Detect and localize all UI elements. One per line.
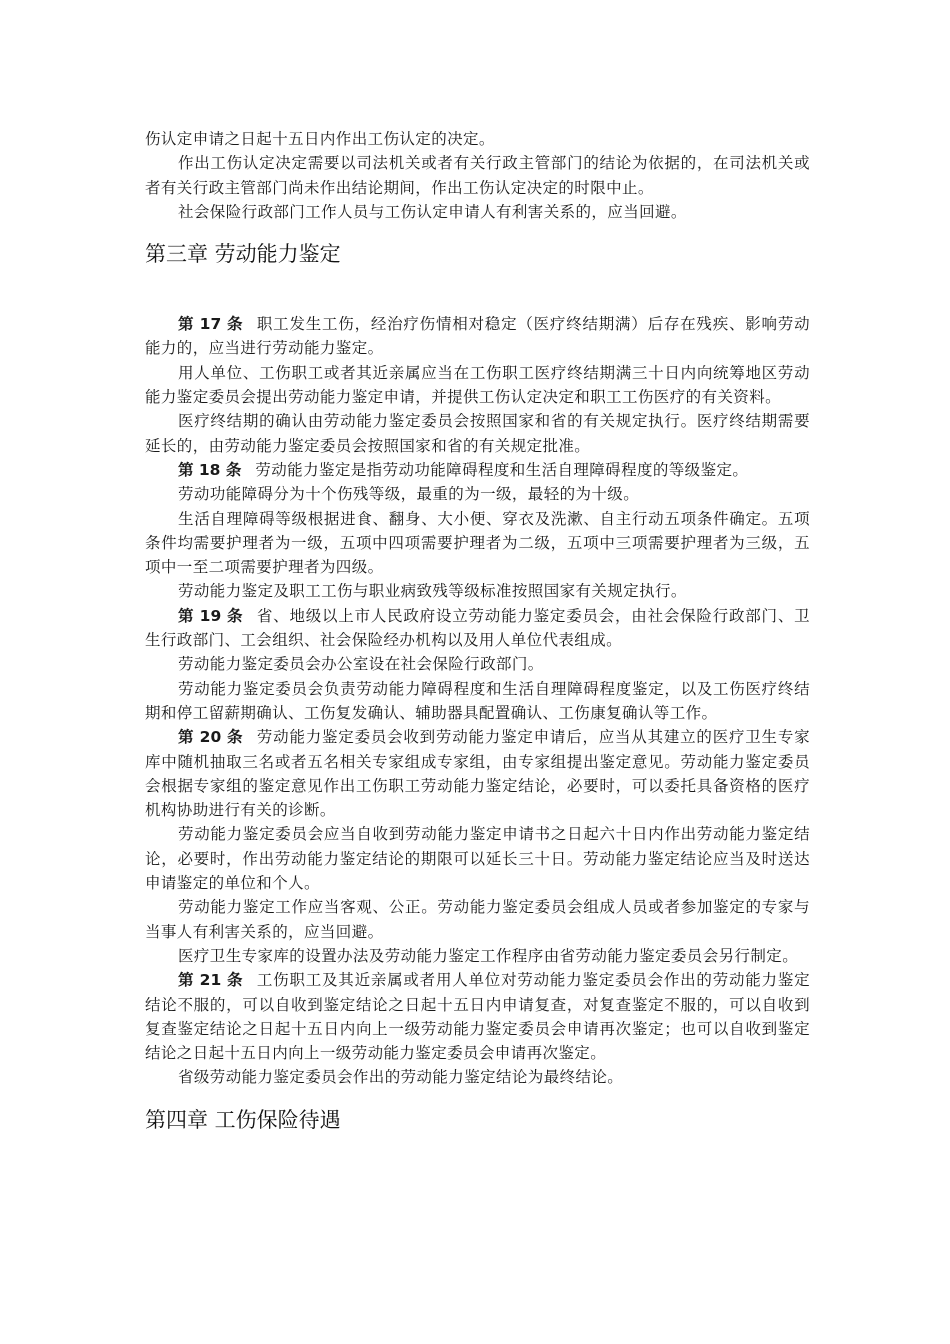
article-label: 第 21 条 (178, 971, 243, 990)
paragraph: 劳动能力鉴定工作应当客观、公正。劳动能力鉴定委员会组成人员或者参加鉴定的专家与当事人有利害关系的，应当回避。 (145, 898, 810, 941)
paragraph: 劳动能力鉴定委员会负责劳动能力障碍程度和生活自理障碍程度鉴定，以及工伤医疗终结期和停工留薪期确认、工伤复发确认、辅助器具配置确认、工伤康复确认等工作。 (145, 679, 810, 722)
paragraph: 省级劳动能力鉴定委员会作出的劳动能力鉴定结论为最终结论。 (178, 1068, 624, 1087)
article-18 (145, 458, 810, 482)
chapter-heading: 第四章 工伤保险待遇 (145, 1107, 341, 1132)
article-label: 第 20 条 (178, 728, 243, 747)
article-label: 第 18 条 (178, 460, 242, 479)
article-label: 第 17 条 (178, 315, 243, 334)
paragraph: 劳动能力鉴定委员会应当自收到劳动能力鉴定申请书之日起六十日内作出劳动能力鉴定结论，必要时，作出劳动能力鉴定结论的期限可以延长三十日。劳动能力鉴定结论应当及时送达申请鉴定的单位和个人。 (145, 825, 810, 893)
paragraph: 劳动能力鉴定委员会办公室设在社会保险行政部门。 (178, 655, 544, 674)
article-21 (145, 968, 810, 1065)
paragraph: 社会保险行政部门工作人员与工伤认定申请人有利害关系的，应当回避。 (178, 202, 687, 221)
article-label: 第 19 条 (178, 606, 243, 625)
article-text: 省、地级以上市人民政府设立劳动能力鉴定委员会，由社会保险行政部门、卫生行政部门、工会组织、社会保险经办机构以及用人单位代表组成。 (145, 606, 810, 650)
paragraph: 生活自理障碍等级根据进食、翻身、大小便、穿衣及洗漱、自主行动五项条件确定。五项条件均需要护理者为一级，五项中四项需要护理者为二级，五项中三项需要护理者为三级，五项中一至二项需要护理者为四级。 (145, 509, 810, 577)
article-19 (145, 604, 810, 653)
article-text: 劳动能力鉴定委员会收到劳动能力鉴定申请后，应当从其建立的医疗卫生专家库中随机抽取三名或者五名相关专家组成专家组，由专家组提出鉴定意见。劳动能力鉴定委员会根据专家组的鉴定意见作出工伤职工劳动能力鉴定结论，必要时，可以委托具备资格的医疗机构协助进行有关的诊断。 (145, 728, 810, 820)
paragraph: 用人单位、工伤职工或者其近亲属应当在工伤职工医疗终结期满三十日内向统筹地区劳动能力鉴定委员会提出劳动能力鉴定申请，并提供工伤认定决定和职工工伤医疗的有关资料。 (145, 363, 810, 407)
paragraph: 医疗终结期的确认由劳动能力鉴定委员会按照国家和省的有关规定执行。医疗终结期需要延长的，由劳动能力鉴定委员会按照国家和省的有关规定批准。 (145, 412, 810, 455)
paragraph: 医疗卫生专家库的设置办法及劳动能力鉴定工作程序由省劳动能力鉴定委员会另行制定。 (178, 946, 799, 965)
article-text: 劳动能力鉴定是指劳动功能障碍程度和生活自理障碍程度的等级鉴定。 (255, 460, 749, 479)
article-text: 职工发生工伤，经治疗伤情相对稳定（医疗终结期满）后存在残疾、影响劳动能力的，应当进行劳动能力鉴定。 (145, 315, 810, 358)
paragraph: 作出工伤认定决定需要以司法机关或者有关行政主管部门的结论为依据的，在司法机关或者有关行政主管部门尚未作出结论期间，作出工伤认定决定的时限中止。 (145, 154, 810, 197)
paragraph: 伤认定申请之日起十五日内作出工伤认定的决定。 (145, 130, 495, 148)
paragraph: 劳动能力鉴定及职工工伤与职业病致残等级标准按照国家有关规定执行。 (178, 582, 687, 601)
paragraph: 劳动功能障碍分为十个伤残等级，最重的为一级，最轻的为十级。 (178, 485, 640, 504)
chapter-heading: 第三章 劳动能力鉴定 (145, 242, 341, 267)
article-17 (145, 312, 810, 361)
document-body (145, 127, 810, 1134)
article-20 (145, 725, 810, 822)
article-text: 工伤职工及其近亲属或者用人单位对劳动能力鉴定委员会作出的劳动能力鉴定结论不服的，可以自收到鉴定结论之日起十五日内申请复查，对复查鉴定不服的，可以自收到复查鉴定结论之日起十五日内向上一级劳动能力鉴定委员会申请再次鉴定；也可以自收到鉴定结论之日起十五日内向上一级劳动能力鉴定委员会申请再次鉴定。 (145, 971, 810, 1063)
